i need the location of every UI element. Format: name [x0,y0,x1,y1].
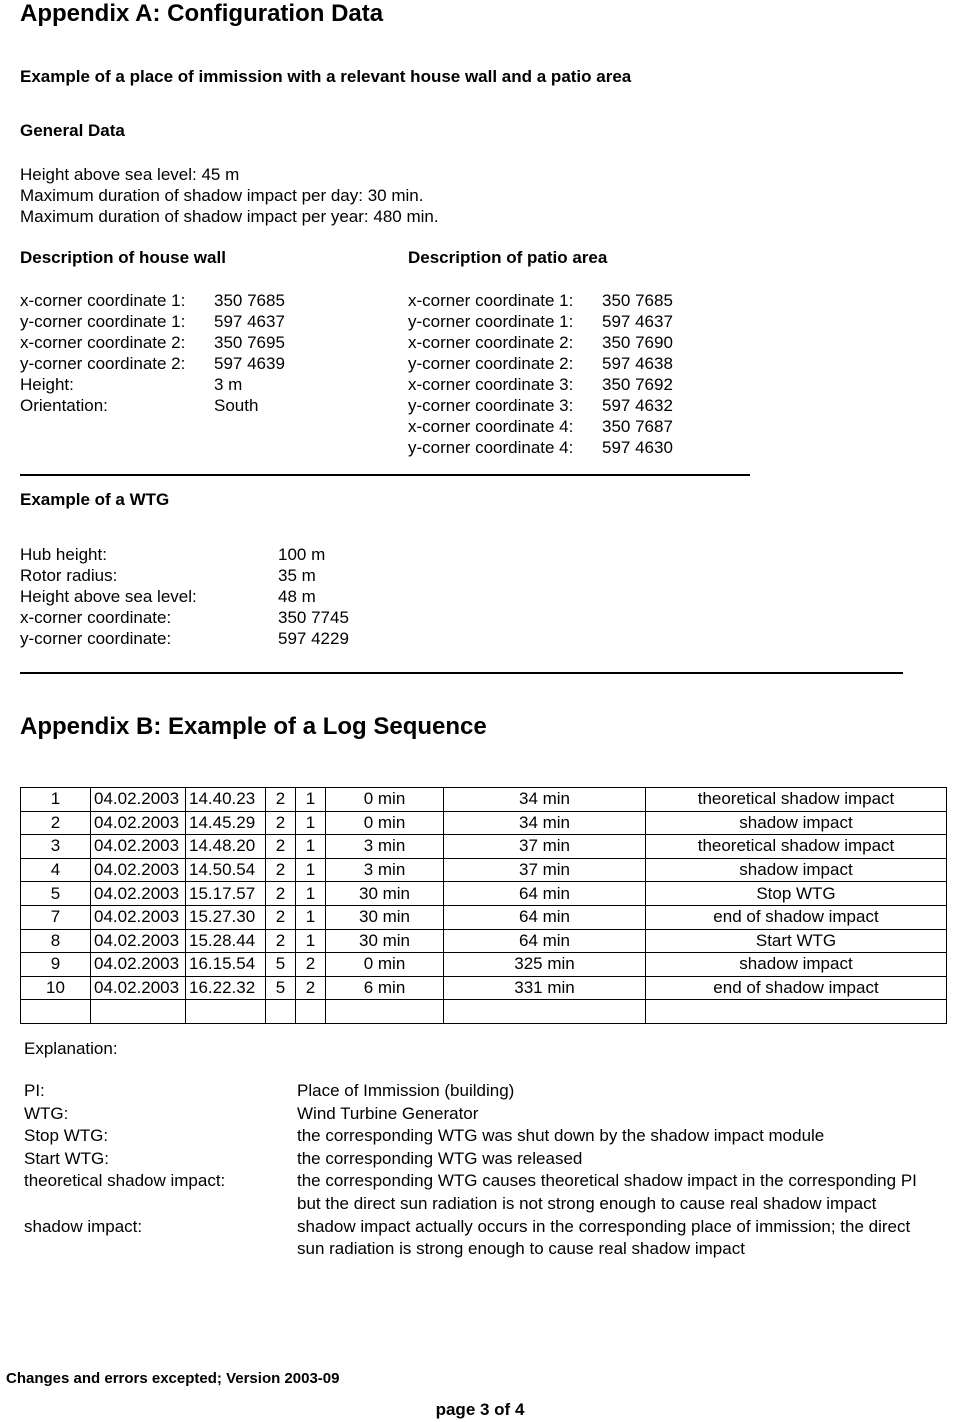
log-wtg-no: 2 [266,811,296,835]
log-year-total: 64 min [444,929,646,953]
log-event: shadow impact [646,953,947,977]
log-time: 16.15.54 [186,953,266,977]
log-event: theoretical shadow impact [646,788,947,812]
log-day-total: 3 min [326,835,444,859]
house-wall-heading: Description of house wall [20,248,226,267]
field-label: Orientation: [20,396,108,415]
log-event [646,1000,947,1024]
field-value: 100 m [278,545,326,564]
house-wall-row [20,290,400,311]
log-time: 16.22.32 [186,976,266,1000]
patio-heading: Description of patio area [408,248,608,267]
field-label: x-corner coordinate 4: [408,417,574,436]
log-event: end of shadow impact [646,976,947,1000]
log-wtg-no: 2 [266,858,296,882]
explanation-item [24,1170,924,1215]
log-year-total: 34 min [444,811,646,835]
log-event: end of shadow impact [646,905,947,929]
log-date [91,1000,186,1024]
log-row [21,811,947,835]
general-line: Height above sea level: 45 m [20,165,240,184]
log-pi-no: 1 [296,835,326,859]
general-data-heading: General Data [20,121,125,140]
log-year-total: 325 min [444,953,646,977]
field-value: 350 7695 [214,333,285,352]
patio-row [408,353,788,374]
log-time: 14.50.54 [186,858,266,882]
patio-row [408,332,788,353]
log-day-total: 30 min [326,929,444,953]
log-table [20,787,947,1024]
field-label: Height above sea level: [20,587,197,606]
log-date: 04.02.2003 [91,953,186,977]
log-date: 04.02.2003 [91,882,186,906]
log-index: 2 [21,811,91,835]
section-divider [20,474,750,476]
log-day-total: 30 min [326,905,444,929]
field-label: x-corner coordinate 2: [408,333,574,352]
log-day-total: 0 min [326,811,444,835]
log-row [21,788,947,812]
field-label: x-corner coordinate 3: [408,375,574,394]
field-value: 597 4639 [214,354,285,373]
field-label: y-corner coordinate 1: [20,312,186,331]
log-pi-no: 1 [296,905,326,929]
field-label: y-corner coordinate 1: [408,312,574,331]
log-day-total: 6 min [326,976,444,1000]
explanation-def: the corresponding WTG was shut down by the shadow impact module [297,1126,825,1146]
explanation-def: Place of Immission (building) [297,1081,515,1100]
field-value: 350 7745 [278,608,349,627]
appendix-a-title: Appendix A: Configuration Data [20,0,384,27]
log-wtg-no: 5 [266,976,296,1000]
field-value: 597 4637 [214,312,285,331]
field-value: 597 4637 [602,312,673,331]
field-label: Rotor radius: [20,566,118,585]
log-year-total: 37 min [444,858,646,882]
log-year-total: 64 min [444,882,646,906]
field-value: 35 m [278,566,316,585]
patio-row [408,395,788,416]
footer-note: Changes and errors excepted; Version 2003-09 [6,1370,340,1387]
explanation-item [24,1216,924,1261]
wtg-row [20,565,420,586]
log-event: Start WTG [646,929,947,953]
log-index: 4 [21,858,91,882]
explanation-item [24,1148,924,1171]
log-row [21,905,947,929]
log-day-total: 0 min [326,788,444,812]
log-event: shadow impact [646,858,947,882]
explanation-def: the corresponding WTG was released [297,1148,583,1168]
log-date: 04.02.2003 [91,835,186,859]
field-label: x-corner coordinate 2: [20,333,186,352]
log-row [21,929,947,953]
log-pi-no: 1 [296,788,326,812]
log-date: 04.02.2003 [91,929,186,953]
log-pi-no: 1 [296,929,326,953]
log-index [21,1000,91,1024]
wtg-heading: Example of a WTG [20,490,170,509]
field-label: y-corner coordinate: [20,629,172,648]
example-heading: Example of a place of immission with a relevant house wall and a patio area [20,67,632,86]
explanation-term: WTG: [24,1103,69,1123]
log-wtg-no: 2 [266,835,296,859]
log-index: 5 [21,882,91,906]
log-pi-no [296,1000,326,1024]
field-label: y-corner coordinate 2: [20,354,186,373]
log-time: 15.28.44 [186,929,266,953]
log-pi-no: 1 [296,858,326,882]
log-index: 10 [21,976,91,1000]
log-wtg-no: 2 [266,905,296,929]
field-value: 350 7685 [602,291,673,310]
log-day-total: 30 min [326,882,444,906]
page-number: page 3 of 4 [435,1400,525,1419]
log-wtg-no [266,1000,296,1024]
appendix-b-title: Appendix B: Example of a Log Sequence [20,713,487,740]
patio-table [408,290,788,458]
log-year-total: 331 min [444,976,646,1000]
log-wtg-no: 2 [266,882,296,906]
log-year-total: 37 min [444,835,646,859]
log-day-total: 0 min [326,953,444,977]
log-year-total: 64 min [444,905,646,929]
explanation-list [24,1080,924,1261]
log-index: 1 [21,788,91,812]
field-label: x-corner coordinate: [20,608,172,627]
explanation-term: Start WTG: [24,1148,109,1168]
explanation-term: shadow impact: [24,1216,143,1236]
house-wall-row [20,311,400,332]
wtg-table [20,544,420,649]
field-value: South [214,396,259,415]
wtg-row [20,544,420,565]
log-date: 04.02.2003 [91,976,186,1000]
log-time: 14.45.29 [186,811,266,835]
log-row [21,882,947,906]
field-value: 48 m [278,587,316,606]
log-event: Stop WTG [646,882,947,906]
explanation-item [24,1080,924,1103]
house-wall-row [20,353,400,374]
log-time [186,1000,266,1024]
field-value: 597 4630 [602,438,673,457]
log-pi-no: 1 [296,882,326,906]
log-date: 04.02.2003 [91,811,186,835]
general-line: Maximum duration of shadow impact per year: 480 min. [20,207,439,226]
log-wtg-no: 2 [266,788,296,812]
house-wall-row [20,332,400,353]
log-index: 8 [21,929,91,953]
field-label: Hub height: [20,545,107,564]
field-value: 350 7685 [214,291,285,310]
log-day-total [326,1000,444,1024]
log-event: theoretical shadow impact [646,835,947,859]
explanation-def: the corresponding WTG causes theoretical shadow impact in the corresponding PI but the direct sun radiation is not strong enough to cause real shadow impact [297,1171,917,1213]
explanation-term: theoretical shadow impact: [24,1171,226,1191]
log-date: 04.02.2003 [91,858,186,882]
house-wall-table [20,290,400,416]
field-value: 3 m [214,375,243,394]
patio-row [408,416,788,437]
log-row [21,976,947,1000]
log-year-total [444,1000,646,1024]
log-index: 9 [21,953,91,977]
field-label: x-corner coordinate 1: [20,291,186,310]
explanation-def: Wind Turbine Generator [297,1103,479,1123]
field-label: y-corner coordinate 2: [408,354,574,373]
log-row [21,835,947,859]
log-row [21,1000,947,1024]
log-pi-no: 2 [296,976,326,1000]
log-pi-no: 2 [296,953,326,977]
patio-row [408,311,788,332]
log-event: shadow impact [646,811,947,835]
field-value: 597 4638 [602,354,673,373]
log-year-total: 34 min [444,788,646,812]
log-date: 04.02.2003 [91,788,186,812]
log-day-total: 3 min [326,858,444,882]
field-value: 350 7692 [602,375,673,394]
log-time: 14.40.23 [186,788,266,812]
house-wall-row [20,395,400,416]
general-line: Maximum duration of shadow impact per day: 30 min. [20,186,424,205]
log-time: 15.27.30 [186,905,266,929]
field-value: 597 4229 [278,629,349,648]
field-label: x-corner coordinate 1: [408,291,574,310]
field-label: Height: [20,375,74,394]
patio-row [408,374,788,395]
house-wall-row [20,374,400,395]
explanation-def: shadow impact actually occurs in the corresponding place of immission; the direct sun radiation is strong enough to cause real shadow impact [297,1216,911,1259]
log-time: 15.17.57 [186,882,266,906]
log-wtg-no: 5 [266,953,296,977]
patio-row [408,437,788,458]
wtg-row [20,607,420,628]
log-wtg-no: 2 [266,929,296,953]
general-data-lines [20,164,439,227]
field-label: y-corner coordinate 4: [408,438,574,457]
explanation-term: Stop WTG: [24,1126,109,1146]
log-date: 04.02.2003 [91,905,186,929]
field-label: y-corner coordinate 3: [408,396,574,415]
field-value: 350 7690 [602,333,673,352]
wtg-row [20,628,420,649]
patio-row [408,290,788,311]
explanation-heading: Explanation: [24,1039,118,1058]
field-value: 597 4632 [602,396,673,415]
log-index: 7 [21,905,91,929]
explanation-term: PI: [24,1081,45,1100]
log-row [21,953,947,977]
log-pi-no: 1 [296,811,326,835]
log-time: 14.48.20 [186,835,266,859]
log-row [21,858,947,882]
explanation-item [24,1125,924,1148]
section-divider [20,672,903,674]
field-value: 350 7687 [602,417,673,436]
explanation-item [24,1103,924,1126]
log-index: 3 [21,835,91,859]
wtg-row [20,586,420,607]
